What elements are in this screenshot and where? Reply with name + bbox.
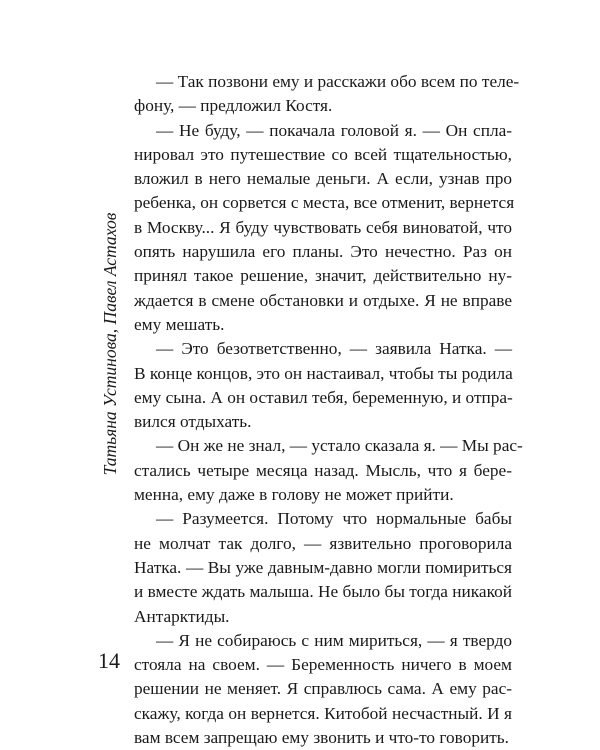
text-line: фону, — предложил Костя. <box>134 96 333 116</box>
text-line: В конце концов, это он настаивал, чтобы ты родила <box>134 363 513 383</box>
page-number: 14 <box>98 648 120 673</box>
text-line: скажу, когда он вернется. Китобой несчастный. И я <box>134 703 512 723</box>
text-line: Антарктиды. <box>134 606 230 626</box>
text-line: решении не меняет. Я справлюсь сама. А ему рас- <box>134 679 512 699</box>
text-line: опять нарушила его планы. Это нечестно. Раз он <box>134 242 512 262</box>
text-line: принял такое решение, значит, действительно ну- <box>134 266 512 286</box>
text-line: — Это безответственно, — заявила Натка. — <box>156 339 512 359</box>
text-line: — Он же не знал, — устало сказала я. — Мы рас- <box>156 436 523 456</box>
text-line: нировал это путешествие со всей тщательностью, <box>134 144 512 164</box>
text-line: вился отдыхать. <box>134 412 252 432</box>
text-line: ждается в смене обстановки и отдыхе. Я не вправе <box>134 290 512 310</box>
text-line: стались четыре месяца назад. Мысль, что я бере- <box>134 460 512 480</box>
text-line: не молчат так долго, — язвительно проговорила <box>134 533 512 553</box>
text-line: вам всем запрещаю ему звонить и что-то говорить. <box>134 728 509 748</box>
running-head-text: Татьяна Устинова, Павел Астахов <box>100 212 120 476</box>
text-line: — Так позвони ему и расскажи обо всем по теле- <box>156 72 520 91</box>
paragraph <box>134 507 512 628</box>
text-line: — Не буду, — покачала головой я. — Он спла- <box>156 120 512 140</box>
paragraph <box>134 337 512 434</box>
text-line: Натка. — Вы уже давным-давно могли помириться <box>134 557 512 577</box>
text-line: ему сына. А он оставил тебя, беременную, и отпра- <box>134 387 513 407</box>
text-line: менна, ему даже в голову не может прийти. <box>134 485 454 505</box>
text-line: — Я не собираюсь с ним мириться, — я твердо <box>156 630 512 650</box>
text-line: и вместе ждать малыша. Не было бы тогда никакой <box>134 582 512 602</box>
paragraph <box>134 70 520 119</box>
text-line: вложил в него немалые деньги. А если, узнав про <box>134 169 512 189</box>
paragraph <box>134 119 515 338</box>
text-line: ему мешать. <box>134 314 225 334</box>
paragraph <box>134 629 512 750</box>
text-line: в Москву... Я буду чувствовать себя виноватой, что <box>134 217 512 237</box>
text-line: стояла на своем. — Беременность ничего в моем <box>134 655 512 675</box>
running-head <box>97 68 123 620</box>
paragraph <box>134 434 523 507</box>
body-text <box>134 70 523 750</box>
text-line: ребенка, он сорвется с места, все отменит, вернется <box>134 193 515 213</box>
text-line: — Разумеется. Потому что нормальные бабы <box>156 509 512 529</box>
